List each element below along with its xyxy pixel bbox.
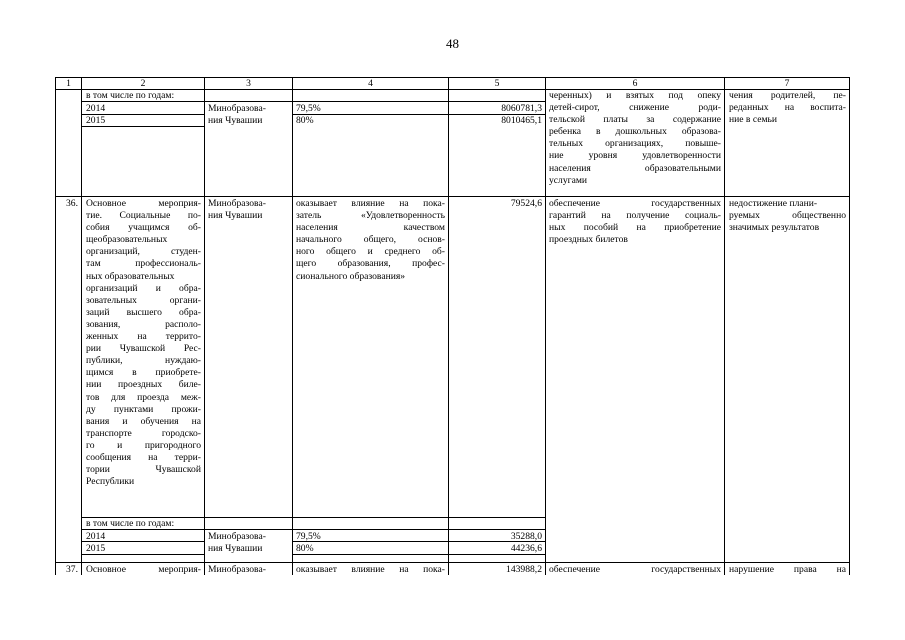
risk-text: недостижение плани- руемых общественно значимых результатов xyxy=(729,198,846,234)
header-col-1: 1 xyxy=(66,78,71,89)
year-cell: 2014 xyxy=(86,103,106,114)
amount-cell: 35288,0 xyxy=(510,531,542,542)
header-col-6: 6 xyxy=(632,78,638,89)
executor-text: Минобразова- ния Чувашии xyxy=(208,198,266,222)
amount-cell: 44236,6 xyxy=(510,543,542,554)
amount-total: 79524,6 xyxy=(510,198,542,209)
measure-name: Основное мероприя- xyxy=(86,564,201,575)
expected-result-text: обеспечение государственных xyxy=(549,564,721,575)
header-col-4: 4 xyxy=(368,78,373,89)
measure-name: Основное мероприя- тие. Социальные по- собия учащимся об- щеобразовательных организаций, студен- там профессиональ- ных образовательных организаций и обра- зовательных органи- заций высшего обра- зования, располо- женных на террито- рии Чувашской Рес- публики, нуждаю- щимся в приобрете- нии проездных биле- тов для проезда меж- ду пунктами прожи- вания и обучения на транспорте городско- го и пригородного сообщения на терри- тории Чувашской Республики xyxy=(86,198,201,488)
by-years-label: в том числе по годам: xyxy=(86,518,175,529)
header-col-3: 3 xyxy=(246,78,251,89)
amount-total: 143988,2 xyxy=(506,564,542,575)
amount-cell: 8060781,3 xyxy=(501,103,542,114)
percent-cell: 79,5% xyxy=(296,103,321,114)
page-number: 48 xyxy=(446,36,459,51)
indicator-text: оказывает влияние на пока- затель «Удовлетворенность населения качеством начального общего, основ- ного общего и среднего об- щего образования, профес- сионального образования» xyxy=(296,198,445,282)
year-cell: 2014 xyxy=(86,531,106,542)
indicator-text: оказывает влияние на пока- xyxy=(296,564,445,575)
executor-cell: Минобразова- xyxy=(208,103,266,114)
expected-result-text: черенных) и взятых под опеку детей-сирот, снижение роди- тельской платы за содержание ребенка в дошкольных образова- тельных организациях, повыше- ние уровня удовлетворенности населения образовательными услугами xyxy=(549,90,721,186)
percent-cell: 80% xyxy=(296,115,314,126)
expected-result-text: обеспечение государственных гарантий на получение социаль- ных пособий на приобретение проездных билетов xyxy=(549,198,721,246)
executor-cell: ния Чувашии xyxy=(208,115,263,126)
row-number: 36. xyxy=(66,198,78,209)
amount-cell: 8010465,1 xyxy=(501,115,542,126)
executor-text: Минобразова- xyxy=(208,564,266,575)
percent-cell: 79,5% xyxy=(296,531,321,542)
risk-text: чения родителей, пе- реданных на воспита- ние в семьи xyxy=(729,90,846,126)
year-cell: 2015 xyxy=(86,543,106,554)
header-col-5: 5 xyxy=(494,78,500,89)
executor-cell: Минобразова- xyxy=(208,531,266,542)
year-cell: 2015 xyxy=(86,115,106,126)
header-col-7: 7 xyxy=(784,78,790,89)
row-number: 37. xyxy=(66,564,78,575)
header-col-2: 2 xyxy=(140,78,146,89)
percent-cell: 80% xyxy=(296,543,314,554)
executor-cell: ния Чувашии xyxy=(208,543,263,554)
risk-text: нарушение права на xyxy=(729,564,846,575)
by-years-label: в том числе по годам: xyxy=(86,90,175,101)
